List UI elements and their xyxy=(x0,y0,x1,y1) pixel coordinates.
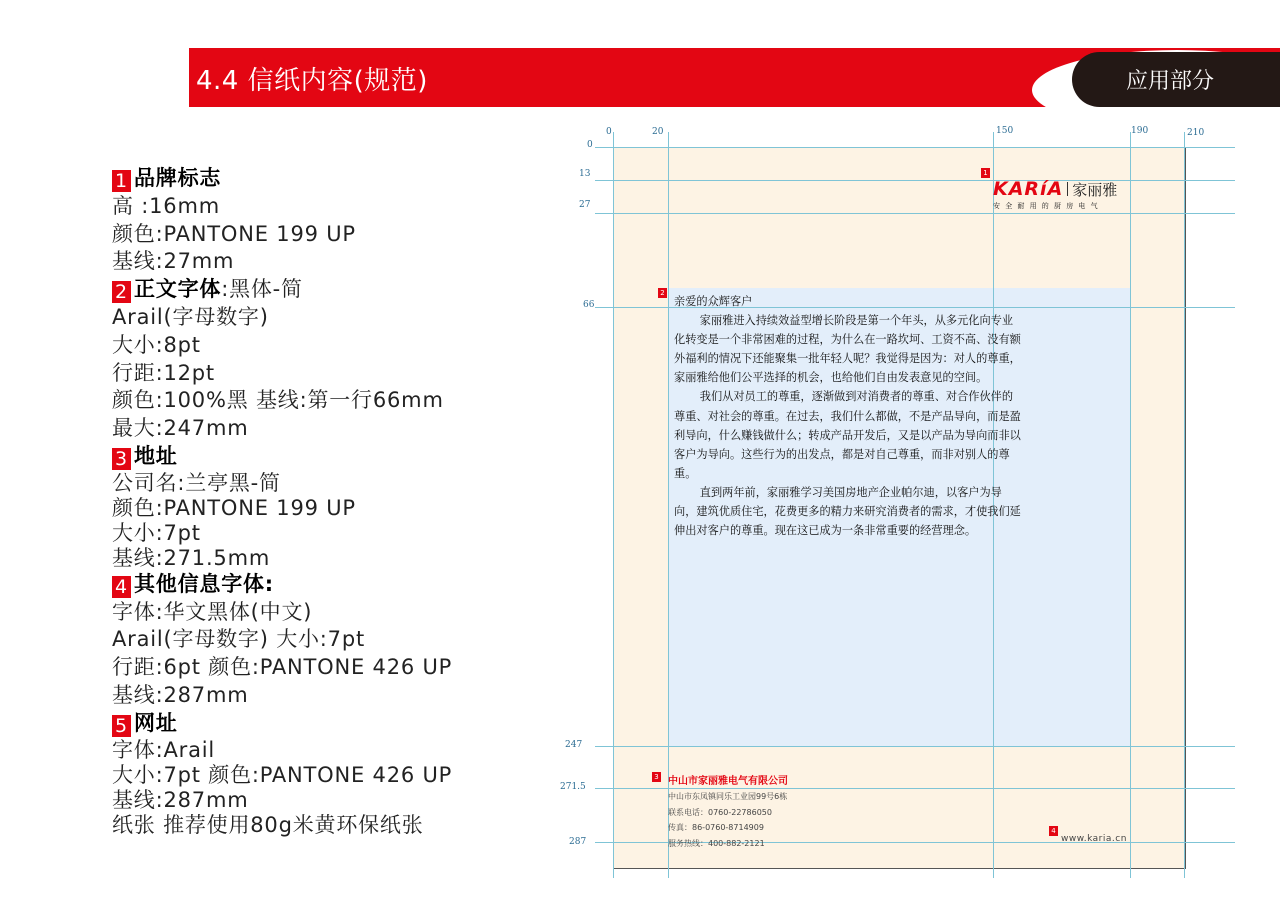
spec-line: 颜色:PANTONE 199 UP xyxy=(112,495,356,520)
guide-line-horizontal xyxy=(595,180,1235,181)
spec-title-suffix: :黑体-简 xyxy=(221,277,303,302)
logo-tagline: 安全耐用的厨房电气 xyxy=(993,202,1103,210)
ruler-tick-y: 0 xyxy=(587,140,593,150)
spec-line: 基线:271.5mm xyxy=(112,545,271,570)
company-name: 中山市家丽雅电气有限公司 xyxy=(668,776,788,787)
letter-body xyxy=(674,292,1024,540)
logo-divider xyxy=(1067,182,1068,196)
letter-paragraph: 直到两年前，家丽雅学习美国房地产企业帕尔迪，以客户为导向，建筑优质住宅，花费更多的精力来研究消费者的需求，才使我们延伸出对客户的尊重。现在这已成为一条非常重要的经营理念。 xyxy=(674,485,1021,538)
spec-number: 3 xyxy=(112,448,131,470)
spec-line: 字体:华文黑体(中文) xyxy=(112,599,313,624)
logo-wordmark: KARíA xyxy=(993,178,1064,200)
spec-line: 公司名:兰亭黑-简 xyxy=(112,470,281,495)
spec-line: 大小:7pt xyxy=(112,520,201,545)
ruler-tick-x: 0 xyxy=(606,127,612,137)
ruler-tick-y: 247 xyxy=(565,740,583,750)
spec-line: 行距:12pt xyxy=(112,360,215,385)
marker-body: 2 xyxy=(658,288,667,298)
guide-line-horizontal xyxy=(595,213,1235,214)
brand-logo xyxy=(993,178,1117,211)
ruler-tick-y: 66 xyxy=(583,300,595,310)
ruler-tick-y: 271.5 xyxy=(560,782,586,792)
marker-website: 4 xyxy=(1049,826,1058,836)
letter-greeting: 亲爱的众辉客户 xyxy=(674,295,753,308)
guide-line-horizontal xyxy=(595,147,1235,148)
letter-paragraph: 我们从对员工的尊重，逐渐做到对消费者的尊重、对合作伙伴的尊重、对社会的尊重。在过去，我们什么都做，不是产品导向，而是盈利导向，什么赚钱做什么；转成产品开发后，又是以产品为导向而非以客户为导向。这些行为的出发点，都是对自己尊重，而非对别人的尊重。 xyxy=(674,390,1021,480)
spec-line: 大小:7pt 颜色:PANTONE 426 UP xyxy=(112,762,453,787)
spec-title: 其他信息字体: xyxy=(134,571,274,596)
guide-line-vertical xyxy=(1130,132,1131,878)
spec-number: 2 xyxy=(112,281,131,303)
ruler-tick-x: 150 xyxy=(996,126,1014,136)
spec-line: 行距:6pt 颜色:PANTONE 426 UP xyxy=(112,655,453,680)
spec-line: 大小:8pt xyxy=(112,332,201,357)
spec-heading-logo xyxy=(112,165,532,193)
ruler-tick-y: 287 xyxy=(569,837,587,847)
spec-heading-other-font xyxy=(112,571,532,599)
spec-number: 1 xyxy=(112,170,131,192)
spec-line: Arail(字母数字) xyxy=(112,304,269,329)
spec-title: 品牌标志 xyxy=(134,166,222,190)
guide-line-vertical xyxy=(668,132,669,878)
spec-line: 颜色:100%黑 基线:第一行66mm xyxy=(112,388,444,413)
spec-title: 网址 xyxy=(134,710,178,735)
address-line: 中山市东凤镇同乐工业园99号6栋 xyxy=(668,792,788,801)
marker-logo: 1 xyxy=(981,168,990,178)
ruler-tick-y: 13 xyxy=(579,169,591,179)
letterhead-diagram xyxy=(555,120,1275,880)
logo-chinese-name: 家丽雅 xyxy=(1072,181,1118,199)
spec-line: 基线:287mm xyxy=(112,787,249,812)
guide-line-horizontal xyxy=(595,746,1235,747)
spec-heading-address xyxy=(112,443,532,471)
spec-number: 5 xyxy=(112,715,131,737)
spec-line: 纸张 推荐使用80g米黄环保纸张 xyxy=(112,812,424,837)
page-title: 4.4 信纸内容(规范) xyxy=(196,66,428,96)
letter-paragraph: 家丽雅进入持续效益型增长阶段是第一个年头，从多元化向专业化转变是一个非常困难的过程，为什么在一路坎坷、工资不高、没有额外福利的情况下还能聚集一批年轻人呢？我觉得是因为：对人的尊重，家丽雅给他们公平选择的机会，也给他们自由发表意见的空间。 xyxy=(674,314,1021,385)
spec-line: 高 :16mm xyxy=(112,193,220,218)
spec-title: 正文字体 xyxy=(134,277,222,302)
marker-address: 3 xyxy=(652,772,661,782)
ruler-tick-y: 27 xyxy=(579,200,591,210)
guide-line-vertical xyxy=(1184,132,1185,878)
phone-line: 联系电话：0760-22786050 xyxy=(668,807,772,817)
spec-list xyxy=(112,165,532,838)
spec-title: 地址 xyxy=(134,443,178,468)
fax-line: 传真：86-0760-8714909 xyxy=(668,823,764,832)
section-tab-label: 应用部分 xyxy=(1126,69,1215,94)
spec-line: 颜色:PANTONE 199 UP xyxy=(112,221,356,246)
hotline-line: 服务热线：400-882-2121 xyxy=(668,838,765,848)
spec-line: 字体:Arail xyxy=(112,737,216,762)
spec-line: Arail(字母数字) 大小:7pt xyxy=(112,627,365,652)
ruler-tick-x: 20 xyxy=(652,127,664,137)
spec-number: 4 xyxy=(112,576,131,598)
spec-heading-website xyxy=(112,710,532,738)
address-block xyxy=(668,775,788,851)
spec-line: 基线:27mm xyxy=(112,249,235,274)
spec-line: 基线:287mm xyxy=(112,682,249,707)
ruler-tick-x: 190 xyxy=(1131,126,1149,136)
spec-line: 最大:247mm xyxy=(112,416,249,441)
ruler-tick-x: 210 xyxy=(1187,128,1205,138)
website-url: www.karia.cn xyxy=(1061,834,1127,844)
spec-heading-body-font xyxy=(112,276,532,304)
guide-line-vertical xyxy=(613,132,614,878)
